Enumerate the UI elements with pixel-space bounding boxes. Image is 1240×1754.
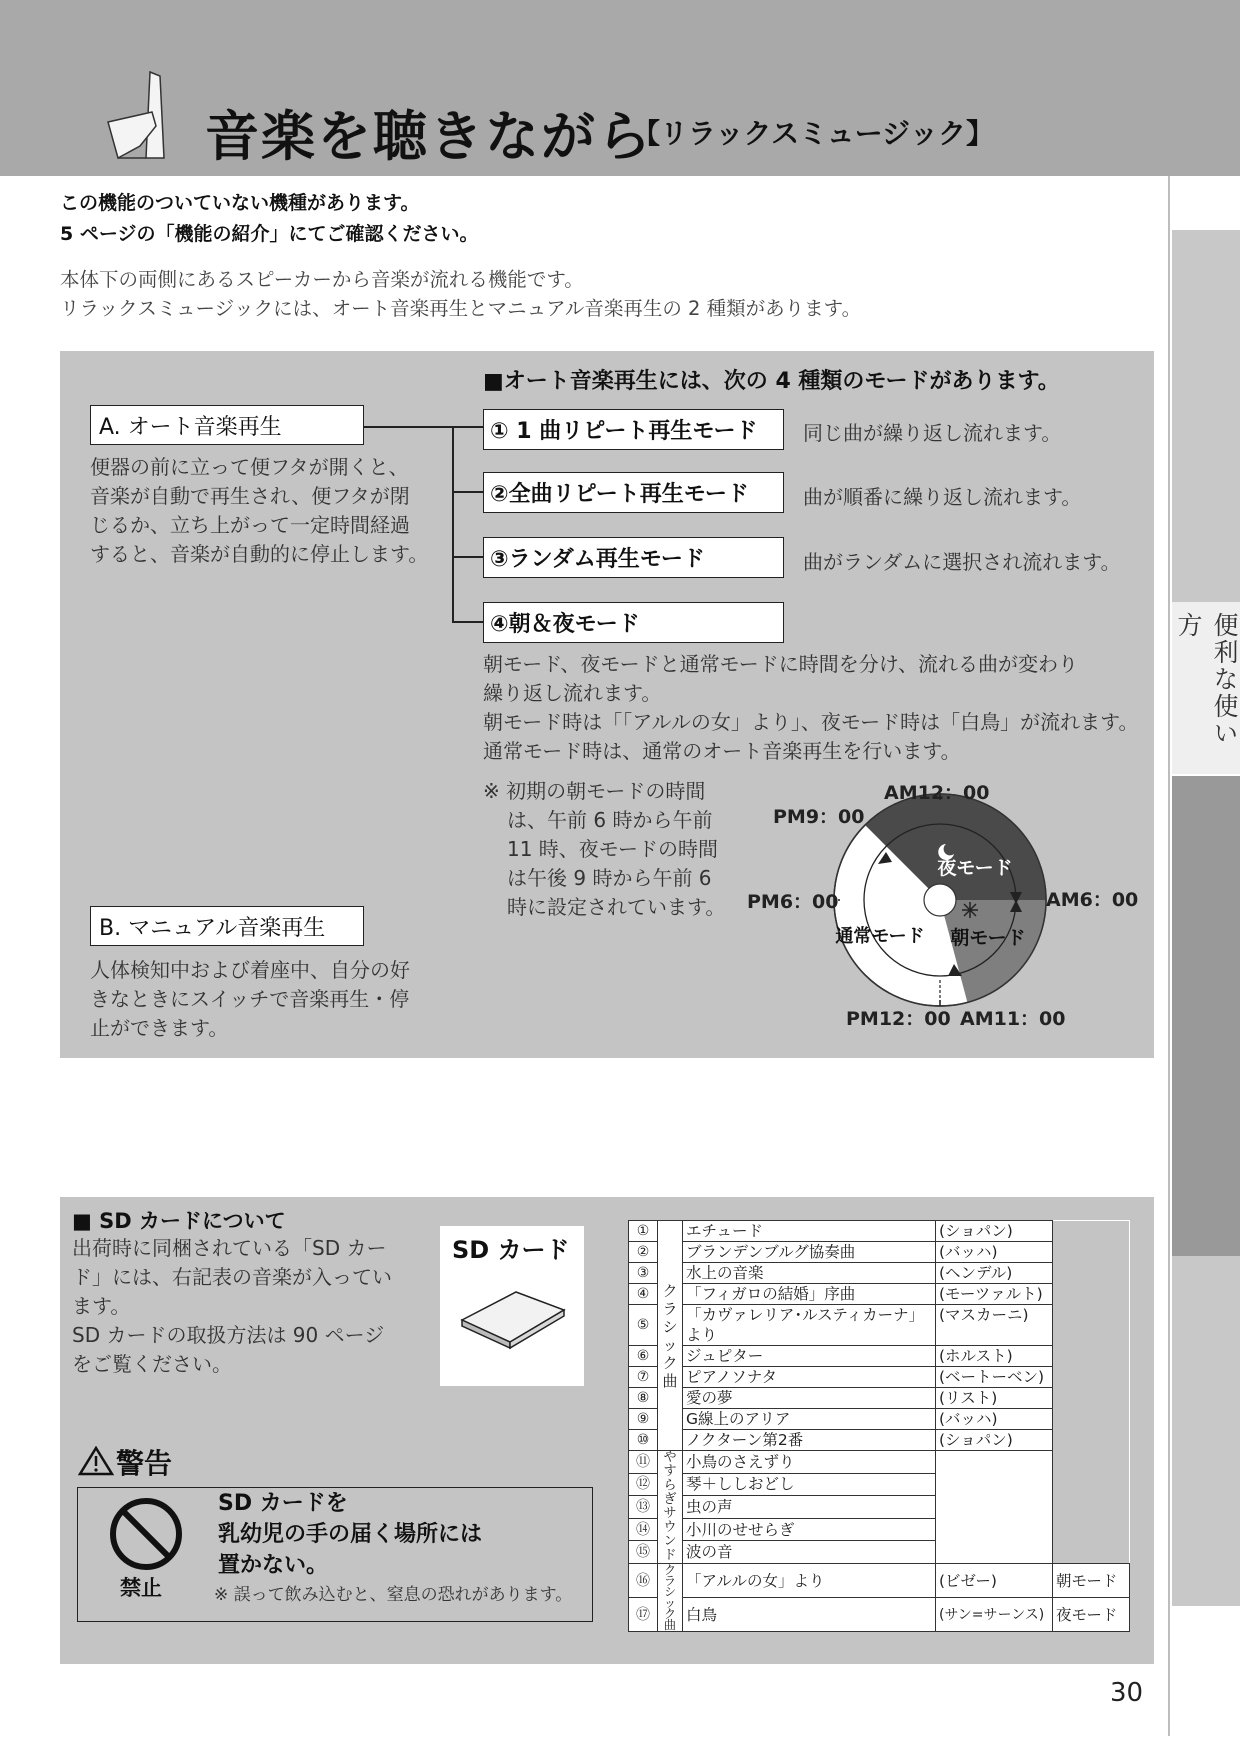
side-tab-label[interactable]: 便利な使い方 <box>1174 612 1239 747</box>
table-row: ⑤ 「カヴァレリア･ルスティカーナ」より (マスカーニ) <box>629 1305 1130 1346</box>
side-tab-block <box>1172 230 1240 602</box>
morning-mode-cell: 朝モード <box>1053 1564 1130 1598</box>
notice-line-1: この機能のついていない機種があります。 <box>60 192 420 214</box>
manual-play-description: 人体検知中および着座中、自分の好 きなときにスイッチで音楽再生・停 止ができます。 <box>90 958 410 1040</box>
sd-card-label: SD カード <box>452 1236 570 1264</box>
warning-icon <box>78 1446 114 1476</box>
table-row: ⑬ 虫の声 <box>629 1496 1130 1519</box>
table-row: ⑰ 白鳥 (サン=サーンス) 夜モード <box>629 1598 1130 1632</box>
sd-description: 出荷時に同梱されている「SD カー ド」には、右記表の音楽が入ってい ます。 SD カードの取扱方法は 90 ページ をご覧ください。 <box>72 1236 392 1376</box>
clock-normal-label: 通常モード <box>835 926 925 947</box>
intro-line-2: リラックスミュージックには、オート音楽再生とマニュアル音楽再生の 2 種類があります。 <box>60 297 862 320</box>
table-row: ③ 水上の音楽 (ヘンデル) <box>629 1263 1130 1284</box>
clock-pm9-label: PM9：00 <box>773 806 865 828</box>
music-table <box>628 1220 1130 1632</box>
manual-play-label: B. マニュアル音楽再生 <box>90 906 364 946</box>
auto-play-description: 便器の前に立って便フタが開くと、 音楽が自動で再生され、便フタが閉 じるか、立ち上がって一定時間経過 すると、音楽が自動的に停止します。 <box>90 455 429 566</box>
mode-4-description: 朝モード、夜モードと通常モードに時間を分け、流れる曲が変わり 繰り返し流れます。 朝モード時は「「アルルの女」より」、夜モード時は「白鳥」が流れます。 通常モード時は、通常のオート音楽再生を行います。 <box>483 652 1139 763</box>
warning-note: ※ 誤って飲み込むと、窒息の恐れがあります。 <box>214 1585 573 1605</box>
table-row: ① クラシック曲 エチュード (ショパン) <box>629 1221 1130 1242</box>
page-number: 30 <box>1110 1678 1144 1708</box>
page-title: 音楽を聴きながら <box>205 105 653 168</box>
intro-line-1: 本体下の両側にあるスピーカーから音楽が流れる機能です。 <box>60 268 584 291</box>
clock-am11-label: AM11：00 <box>960 1008 1066 1030</box>
clock-night-label: 夜モード <box>937 857 1013 879</box>
mode-3-label: ③ランダム再生モード <box>483 537 784 578</box>
prohibition-icon <box>108 1496 184 1572</box>
warning-message: SD カードを 乳幼児の手の届く場所には 置かない。 <box>218 1491 483 1578</box>
clock-morning-label: 朝モード <box>950 927 1026 949</box>
table-row: ⑫ 琴＋ししおどし <box>629 1473 1130 1496</box>
side-tab-block-dark <box>1172 776 1240 1256</box>
table-row: ⑥ ジュピター (ホルスト) <box>629 1346 1130 1367</box>
mode-2-description: 曲が順番に繰り返し流れます。 <box>803 485 1082 509</box>
modes-heading: ■オート音楽再生には、次の 4 種類のモードがあります。 <box>483 369 1060 394</box>
connector-line <box>452 621 484 623</box>
category-yasuragi: やすらぎサウンド <box>658 1451 683 1564</box>
connector-line <box>452 491 484 493</box>
table-row: ⑪ やすらぎサウンド 小鳥のさえずり <box>629 1451 1130 1474</box>
mode-1-label: ① 1 曲リピート再生モード <box>483 409 784 450</box>
connector-line <box>452 426 484 428</box>
table-row: ⑧ 愛の夢 (リスト) <box>629 1388 1130 1409</box>
night-mode-cell: 夜モード <box>1053 1598 1130 1632</box>
page-subtitle: 【リラックスミュージック】 <box>632 117 995 150</box>
table-row: ⑭ 小川のせせらぎ <box>629 1518 1130 1541</box>
mode-4-label: ④朝＆夜モード <box>483 602 784 643</box>
clock-center <box>924 884 956 916</box>
table-row: ⑨ G線上のアリア (バッハ) <box>629 1409 1130 1430</box>
table-row: ⑯ クラシック曲 「アルルの女」より (ビゼー) 朝モード <box>629 1564 1130 1598</box>
notice-line-2: 5 ページの「機能の紹介」にてご確認ください。 <box>60 223 479 245</box>
table-row: ⑦ ピアノソナタ (ベートーベン) <box>629 1367 1130 1388</box>
clock-am6-label: AM6：00 <box>1046 889 1139 911</box>
category-classic-2: クラシック曲 <box>658 1564 683 1632</box>
sd-heading: ■ SD カードについて <box>72 1209 286 1233</box>
connector-line <box>452 556 484 558</box>
mode-3-description: 曲がランダムに選択され流れます。 <box>803 550 1121 574</box>
table-row: ⑩ ノクターン第2番 (ショパン) <box>629 1430 1130 1451</box>
sun-icon <box>962 902 978 918</box>
side-divider <box>1168 176 1170 1736</box>
side-tab-block-light <box>1172 1256 1240 1606</box>
connector-line <box>452 426 454 622</box>
table-row: ② ブランデンブルグ協奏曲 (バッハ) <box>629 1242 1130 1263</box>
clock-pm6-label: PM6：00 <box>747 891 839 913</box>
connector-line <box>364 426 454 428</box>
clock-pm12-label: PM12：00 <box>846 1008 951 1030</box>
toilet-icon <box>100 66 180 166</box>
mode-2-label: ②全曲リピート再生モード <box>483 472 784 513</box>
auto-play-label: A. オート音楽再生 <box>90 405 364 445</box>
warning-title: 警告 <box>116 1447 173 1480</box>
mode-1-description: 同じ曲が繰り返し流れます。 <box>803 421 1062 445</box>
prohibition-label: 禁止 <box>120 1576 162 1600</box>
clock-am12-label: AM12：00 <box>884 782 990 804</box>
initial-time-note: ※ 初期の朝モードの時間 は、午前 6 時から午前 11 時、夜モードの時間 は午後 9 時から午前 6 時に設定されています。 <box>483 779 726 919</box>
table-row: ④ 「フィガロの結婚」序曲 (モーツァルト) <box>629 1284 1130 1305</box>
table-row: ⑮ 波の音 <box>629 1541 1130 1564</box>
sd-card-icon <box>456 1286 570 1356</box>
category-classic: クラシック曲 <box>658 1221 683 1451</box>
